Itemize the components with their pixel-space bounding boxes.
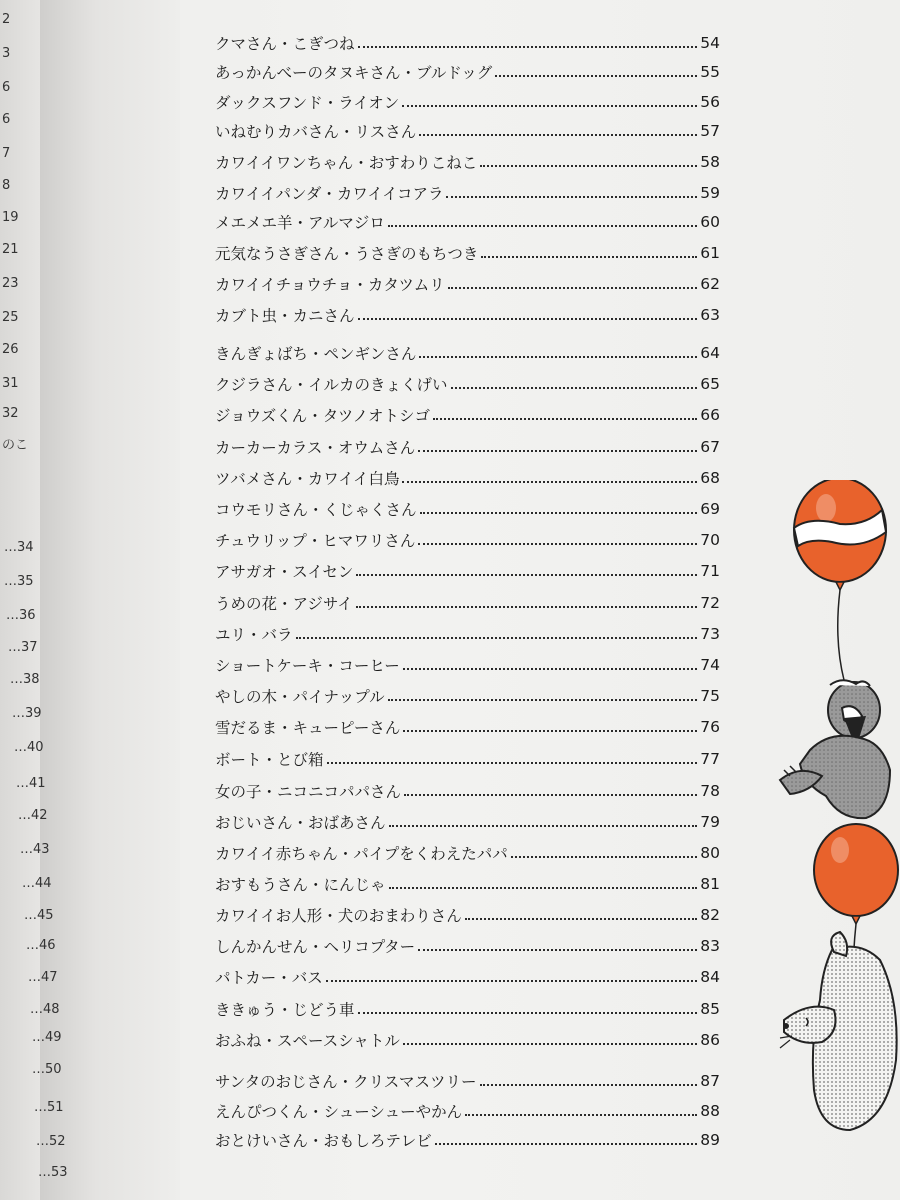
toc-title: ショートケーキ・コーヒー (215, 657, 400, 675)
toc-title: 女の子・ニコニコパパさん (215, 783, 402, 801)
left-page-number: …40 (14, 740, 44, 755)
left-page-number: 6 (2, 112, 11, 127)
dot-leader (465, 1112, 697, 1116)
toc-page-number: 75 (700, 687, 720, 705)
toc-row[interactable] (215, 840, 720, 866)
toc-row[interactable] (215, 527, 720, 553)
toc-row[interactable] (215, 996, 720, 1022)
dot-leader (495, 73, 697, 77)
left-page-number: 2 (2, 12, 11, 27)
toc-page-number: 68 (700, 469, 720, 487)
toc-row[interactable] (215, 1027, 720, 1053)
left-page-number: …38 (10, 672, 40, 687)
toc-title: パトカー・バス (215, 969, 323, 987)
left-page-number: …47 (28, 970, 58, 985)
dot-leader (356, 572, 697, 576)
toc-title: やしの木・パイナップル (215, 688, 385, 706)
left-page-number: …41 (16, 776, 46, 791)
toc-page-number: 57 (700, 122, 720, 140)
toc-page-number: 83 (700, 937, 720, 955)
toc-row[interactable] (215, 933, 720, 959)
toc-title: しんかんせん・ヘリコプター (215, 938, 416, 956)
toc-row[interactable] (215, 496, 720, 522)
dot-leader (402, 479, 697, 483)
dot-leader (418, 541, 697, 545)
toc-row[interactable] (215, 340, 720, 366)
toc-title: きんぎょばち・ペンギンさん (215, 345, 417, 363)
toc-page-number: 66 (700, 406, 720, 424)
dot-leader (419, 354, 697, 358)
dot-leader (356, 604, 697, 608)
toc-row[interactable] (215, 302, 720, 328)
left-page-number: …34 (4, 540, 34, 555)
toc-row[interactable] (215, 271, 720, 297)
toc-page-number: 54 (700, 34, 720, 52)
toc-title: おふね・スペースシャトル (215, 1032, 400, 1050)
toc-row[interactable] (215, 652, 720, 678)
left-page-number: 6 (2, 80, 11, 95)
left-page-number: 3 (2, 46, 11, 61)
dot-leader (388, 697, 698, 701)
dot-leader (418, 448, 697, 452)
toc-page-number: 58 (700, 153, 720, 171)
left-page-number: 19 (2, 210, 19, 225)
dot-leader (446, 194, 697, 198)
dot-leader (358, 1010, 698, 1014)
toc-title: カーカーカラス・オウムさん (215, 439, 416, 457)
dot-leader (451, 385, 698, 389)
left-page-number: 26 (2, 342, 19, 357)
dot-leader (326, 978, 698, 982)
left-page-number: …50 (32, 1062, 62, 1077)
toc-page-number: 86 (700, 1031, 720, 1049)
dot-leader (327, 760, 698, 764)
toc-row[interactable] (215, 434, 720, 460)
balloon-animals-illustration (770, 480, 900, 1140)
toc-page-number: 59 (700, 184, 720, 202)
left-page-number: …36 (6, 608, 36, 623)
dot-leader (419, 132, 697, 136)
dot-leader (433, 416, 697, 420)
toc-title: うめの花・アジサイ (215, 595, 353, 613)
left-page-number: …53 (38, 1165, 68, 1180)
toc-title: アサガオ・スイセン (215, 563, 354, 581)
toc-page-number: 82 (700, 906, 720, 924)
toc-title: サンタのおじさん・クリスマスツリー (215, 1073, 477, 1091)
toc-title: メエメエ羊・アルマジロ (215, 214, 385, 232)
toc-row[interactable] (215, 465, 720, 491)
left-page-number: …37 (8, 640, 38, 655)
toc-row[interactable] (215, 89, 720, 115)
left-page-number: …52 (36, 1134, 66, 1149)
toc-page-number: 65 (700, 375, 720, 393)
toc-row[interactable] (215, 871, 720, 897)
toc-page-number: 76 (700, 718, 720, 736)
dot-leader (448, 285, 698, 289)
toc-title: コウモリさん・くじゃくさん (215, 501, 417, 519)
toc-title: えんぴつくん・シューシューやかん (215, 1103, 463, 1121)
toc-page-number: 77 (700, 750, 720, 768)
toc-page-number: 74 (700, 656, 720, 674)
left-page-number: 23 (2, 276, 19, 291)
toc-title: カワイイ赤ちゃん・パイプをくわえたパパ (215, 845, 508, 863)
toc-title: あっかんべーのタヌキさん・ブルドッグ (215, 64, 493, 82)
toc-title: 元気なうさぎさん・うさぎのもちつき (215, 245, 479, 263)
toc-title: おじいさん・おばあさん (215, 814, 386, 832)
left-page-number: …42 (18, 808, 48, 823)
toc-page-number: 84 (700, 968, 720, 986)
toc-page-number: 73 (700, 625, 720, 643)
toc-page-number: 56 (700, 93, 720, 111)
toc-page-number: 71 (700, 562, 720, 580)
toc-row[interactable] (215, 778, 720, 804)
left-page-number: 25 (2, 310, 19, 325)
toc-row[interactable] (215, 964, 720, 990)
toc-row[interactable] (215, 1098, 720, 1124)
toc-title: チュウリップ・ヒマワリさん (215, 532, 416, 550)
toc-row[interactable] (215, 180, 720, 206)
dot-leader (420, 510, 698, 514)
dot-leader (358, 316, 698, 320)
toc-row[interactable] (215, 209, 720, 235)
dot-leader (403, 666, 698, 670)
toc-row[interactable] (215, 683, 720, 709)
toc-title: ジョウズくん・タツノオトシゴ (215, 407, 430, 425)
toc-title: おすもうさん・にんじゃ (215, 876, 386, 894)
toc-title: 雪だるま・キューピーさん (215, 719, 401, 737)
toc-page-number: 78 (700, 782, 720, 800)
toc-title: カワイイチョウチョ・カタツムリ (215, 276, 445, 294)
toc-row[interactable] (215, 902, 720, 928)
left-page-number: …43 (20, 842, 50, 857)
book-gutter (40, 0, 180, 1200)
toc-title: カワイイワンちゃん・おすわりこねこ (215, 154, 478, 172)
dot-leader (480, 1082, 698, 1086)
toc-title: ツバメさん・カワイイ白鳥 (215, 470, 400, 488)
left-page-number: …48 (30, 1002, 60, 1017)
toc-title: クマさん・こぎつね (215, 35, 355, 53)
toc-page-number: 55 (700, 63, 720, 81)
toc-row[interactable] (215, 714, 720, 740)
toc-row[interactable] (215, 621, 720, 647)
dot-leader (435, 1141, 698, 1145)
toc-row[interactable] (215, 149, 720, 175)
toc-title: ダックスフンド・ライオン (215, 94, 400, 112)
dot-leader (480, 163, 697, 167)
toc-page-number: 81 (700, 875, 720, 893)
toc-title: ききゅう・じどう車 (215, 1001, 355, 1019)
toc-title: クジラさん・イルカのきょくげい (215, 376, 448, 394)
balloon-icon (794, 480, 886, 680)
toc-page-number: 63 (700, 306, 720, 324)
toc-row[interactable] (215, 558, 720, 584)
left-page-number: …35 (4, 574, 34, 589)
toc-row[interactable] (215, 118, 720, 144)
toc-page-number: 64 (700, 344, 720, 362)
dot-leader (404, 792, 697, 796)
toc-row[interactable] (215, 746, 720, 772)
bird-icon (780, 680, 890, 818)
toc-page-number: 87 (700, 1072, 720, 1090)
toc-row[interactable] (215, 1127, 720, 1153)
dot-leader (465, 916, 698, 920)
dot-leader (402, 103, 697, 107)
toc-title: いねむりカバさん・リスさん (215, 123, 417, 141)
toc-page-number: 69 (700, 500, 720, 518)
toc-row[interactable] (215, 809, 720, 835)
left-page-number: のこ (2, 438, 29, 453)
left-page-number: …39 (12, 706, 42, 721)
left-page-number: 8 (2, 178, 11, 193)
left-page-number: 31 (2, 376, 19, 391)
toc-page-number: 70 (700, 531, 720, 549)
dot-leader (389, 823, 698, 827)
left-page-number: 7 (2, 146, 11, 161)
toc-page-number: 61 (700, 244, 720, 262)
toc-title: カワイイお人形・犬のおまわりさん (215, 907, 462, 925)
toc-page-number: 60 (700, 213, 720, 231)
left-page-number: …46 (26, 938, 56, 953)
left-page-number: …45 (24, 908, 54, 923)
toc-row[interactable] (215, 402, 720, 428)
toc-title: カワイイパンダ・カワイイコアラ (215, 185, 444, 203)
left-page-number: …49 (32, 1030, 62, 1045)
toc-page-number: 89 (700, 1131, 720, 1149)
toc-page-number: 62 (700, 275, 720, 293)
dot-leader (403, 728, 697, 732)
toc-row[interactable] (215, 59, 720, 85)
toc-page-number: 67 (700, 438, 720, 456)
toc-row[interactable] (215, 1068, 720, 1094)
toc-page-number: 80 (700, 844, 720, 862)
dot-leader (389, 885, 698, 889)
dot-leader (296, 635, 698, 639)
dot-leader (418, 947, 697, 951)
toc-row[interactable] (215, 30, 720, 56)
toc-page-number: 72 (700, 594, 720, 612)
dot-leader (388, 223, 697, 227)
toc-page-number: 88 (700, 1102, 720, 1120)
toc-row[interactable] (215, 371, 720, 397)
toc-title: ボート・とび箱 (215, 751, 324, 769)
toc-title: ユリ・バラ (215, 626, 293, 644)
left-page-number: 21 (2, 242, 19, 257)
dot-leader (481, 254, 697, 258)
toc-title: カブト虫・カニさん (215, 307, 355, 325)
dot-leader (511, 854, 697, 858)
toc-title: おとけいさん・おもしろテレビ (215, 1132, 432, 1150)
toc-row[interactable] (215, 240, 720, 266)
left-page-number: …51 (34, 1100, 64, 1115)
mouse-icon (780, 932, 897, 1130)
left-page-number: 32 (2, 406, 19, 421)
dot-leader (403, 1041, 697, 1045)
dot-leader (358, 44, 698, 48)
toc-row[interactable] (215, 590, 720, 616)
toc-page-number: 85 (700, 1000, 720, 1018)
left-page-number: …44 (22, 876, 52, 891)
toc-page-number: 79 (700, 813, 720, 831)
